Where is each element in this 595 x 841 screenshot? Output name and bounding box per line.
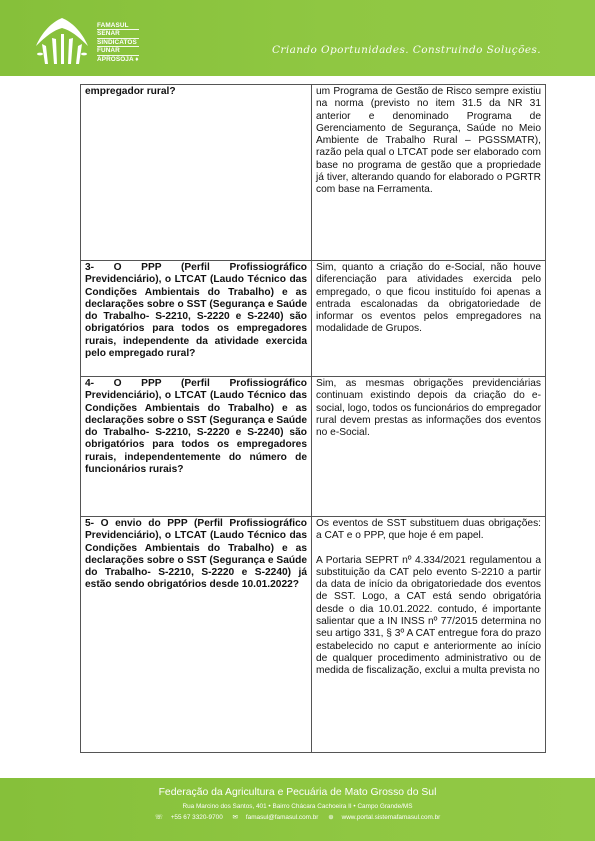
table-row xyxy=(81,85,546,261)
answer-paragraph: A Portaria SEPRT nº 4.334/2021 regulamentou a substituição da CAT pelo evento S-2210 a partir da data de início da obrigatoriedade dos eventos de SST. Logo, a CAT está sendo obrigatória desde o dia 10.01.2022. contudo, é importante salientar que a IN INSS nº 77/2015 determina no seu artigo 331, § 3º A CAT entregue fora do prazo estabelecido no caput e anteriormente ao início de qualquer procedimento administrativo ou de medida de fiscalização, exclui a multa prevista no xyxy=(316,554,541,677)
answer-cell: Sim, quanto a criação do e-Social, não houve diferenciação para atividades exercida pelo empregado, o que ficou instituído foi apenas a entrada escalonadas da obrigatoriedade de informar os eventos pelos empregadores na modalidade de Grupos. xyxy=(312,261,546,377)
footer-email[interactable]: famasul@famasul.com.br xyxy=(245,814,319,821)
page-footer xyxy=(0,778,595,841)
question-cell: empregador rural? xyxy=(81,85,312,261)
faq-table xyxy=(80,84,546,753)
footer-website[interactable]: www.portal.sistemafamasul.com.br xyxy=(341,814,441,821)
brand-line: APROSOJA ♦ xyxy=(97,55,139,63)
answer-cell: Sim, as mesmas obrigações previdenciárias continuam existindo depois da criação do e-social, logo, todos os funcionários do empregador rural devem prestas as informações dos eventos no e-Social. xyxy=(312,377,546,517)
table-row xyxy=(81,517,546,753)
brand-line: FUNAR xyxy=(97,47,139,55)
page-header xyxy=(0,0,595,76)
table-row xyxy=(81,377,546,517)
brand-line: SENAR xyxy=(97,30,139,38)
answer-paragraph: Os eventos de SST substituem duas obrigações: a CAT e o PPP, que hoje é em papel. xyxy=(316,518,541,542)
question-cell: 5- O envio do PPP (Perfil Profissiográfico Previdenciário), o LTCAT (Laudo Técnico das Condições Ambientais do Trabalho) e as declarações sobre o SST (Segurança e Saúde do Trabalho- S-2210, S-2220 e S-2240) já estão sendo obrigatórios desde 10.01.2022? xyxy=(81,517,312,753)
footer-contacts xyxy=(0,813,595,821)
phone-icon: ☏ xyxy=(154,814,163,821)
brand-line: FAMASUL xyxy=(97,22,139,30)
header-slogan: Criando Oportunidades. Construindo Soluções. xyxy=(272,44,541,56)
answer-cell: um Programa de Gestão de Risco sempre existiu na norma (previsto no item 31.5 da NR 31 anterior e denominado Programa de Gerenciamento de Segurança, Saúde no Meio Ambiente de Trabalho Rural – PGSSMATR), razão pela qual o LTCAT pode ser elaborado com base no programa de gestão que a propriedade já tiver, alterando quando for elaborado o PGRTR com base na Ferramenta. xyxy=(312,85,546,261)
brand-wordmark xyxy=(97,22,139,63)
globe-icon: ⊕ xyxy=(328,814,334,821)
footer-address: Rua Marcino dos Santos, 401 • Bairro Chácara Cachoeira II • Campo Grande/MS xyxy=(182,803,413,810)
wheat-logo-icon xyxy=(32,16,92,66)
footer-title: Federação da Agricultura e Pecuária de Mato Grosso do Sul xyxy=(158,787,437,798)
question-cell: 4- O PPP (Perfil Profissiográfico Previdenciário), o LTCAT (Laudo Técnico das Condições Ambientais do Trabalho) e as declarações sobre o SST (Segurança e Saúde do Trabalho- S-2210, S-2220 e S-2240) são obrigatórios para todos os empregadores rurais, independentemente do número de funcionários rurais? xyxy=(81,377,312,517)
question-cell: 3- O PPP (Perfil Profissiográfico Previdenciário), o LTCAT (Laudo Técnico das Condições Ambientais do Trabalho) e as declarações sobre o SST (Segurança e Saúde do Trabalho- S-2210, S-2220 e S-2240) são obrigatórios para todos os empregadores rurais, independente da atividade exercida pelo empregado rural? xyxy=(81,261,312,377)
footer-phone: +55 67 3320-9700 xyxy=(170,814,223,821)
answer-cell xyxy=(312,517,546,753)
email-icon: ✉ xyxy=(232,814,238,821)
table-row xyxy=(81,261,546,377)
brand-line: SINDICATOS xyxy=(97,38,137,46)
